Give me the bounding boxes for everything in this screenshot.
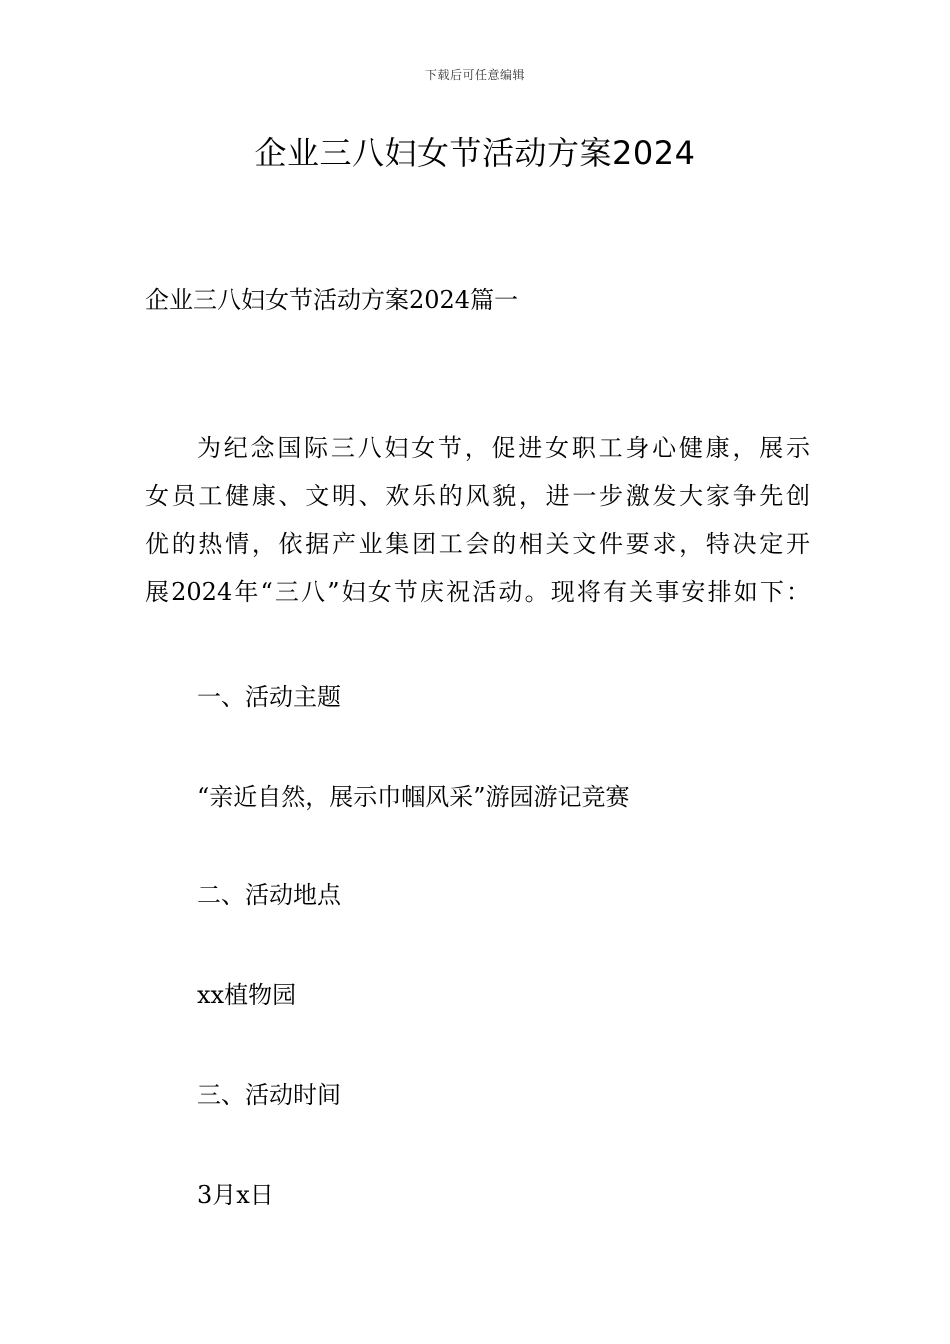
section-text-theme: “亲近自然，展示巾帼风采”游园游记竞赛 — [197, 783, 630, 811]
section-heading-place: 二、活动地点 — [197, 881, 341, 909]
intro-paragraph — [145, 430, 810, 622]
document-title: 企业三八妇女节活动方案2024 — [254, 134, 696, 172]
intro-line: 女员工健康、文明、欢乐的风貌，进一步激发大家争先创 — [145, 482, 810, 510]
document-subtitle: 企业三八妇女节活动方案2024篇一 — [145, 286, 519, 314]
header-note: 下载后可任意编辑 — [424, 68, 525, 82]
intro-line: 展2024年“三八”妇女节庆祝活动。现将有关事安排如下： — [145, 578, 810, 606]
section-heading-theme: 一、活动主题 — [197, 683, 341, 711]
section-heading-time: 三、活动时间 — [197, 1081, 341, 1109]
intro-line: 为纪念国际三八妇女节，促进女职工身心健康，展示 — [197, 434, 810, 462]
section-text-place: xx植物园 — [197, 981, 297, 1009]
intro-line: 优的热情，依据产业集团工会的相关文件要求，特决定开 — [145, 530, 810, 558]
section-text-time: 3月x日 — [197, 1181, 274, 1209]
